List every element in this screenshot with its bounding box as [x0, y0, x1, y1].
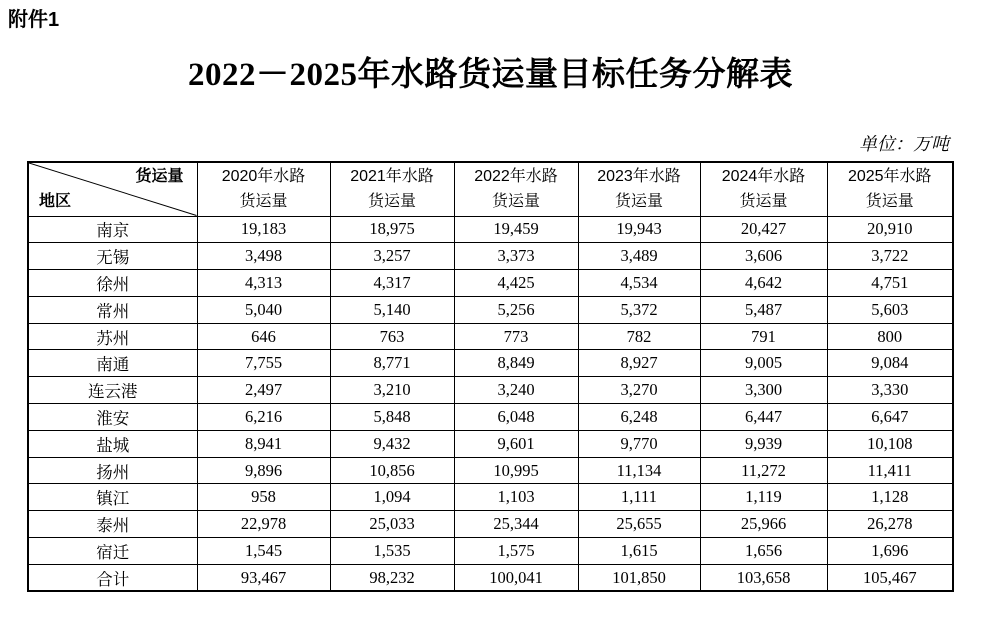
- table-row: [28, 538, 953, 565]
- value-cell: 6,048: [454, 404, 578, 431]
- page-title: 2022－2025年水路货运量目标任务分解表: [188, 57, 793, 93]
- value-cell: 800: [827, 323, 953, 350]
- region-cell: 常州: [28, 296, 197, 323]
- table-row: [28, 270, 953, 297]
- value-cell: 5,040: [197, 296, 330, 323]
- value-cell: 3,300: [700, 377, 827, 404]
- table-row: [28, 377, 953, 404]
- value-cell: 3,240: [454, 377, 578, 404]
- value-cell: 26,278: [827, 511, 953, 538]
- value-cell: 5,603: [827, 296, 953, 323]
- attachment-label: 附件1: [8, 9, 60, 31]
- table-row: [28, 564, 953, 591]
- region-cell: 连云港: [28, 377, 197, 404]
- year-header-line1: 2025年水路: [847, 168, 932, 186]
- value-cell: 100,041: [454, 564, 578, 591]
- value-cell: 8,927: [578, 350, 700, 377]
- region-cell: 镇江: [28, 484, 197, 511]
- value-cell: 791: [700, 323, 827, 350]
- table-row: [28, 484, 953, 511]
- year-header-line2: 货运量: [865, 193, 914, 211]
- value-cell: 1,094: [330, 484, 454, 511]
- corner-label-region: 地区: [39, 192, 72, 210]
- year-column-header-2024: [700, 162, 827, 216]
- region-cell: 南京: [28, 216, 197, 243]
- value-cell: 1,535: [330, 538, 454, 565]
- value-cell: 5,487: [700, 296, 827, 323]
- value-cell: 18,975: [330, 216, 454, 243]
- year-header-line1: 2020年水路: [221, 168, 306, 186]
- value-cell: 9,005: [700, 350, 827, 377]
- year-header-line2: 货运量: [239, 193, 288, 211]
- region-cell: 南通: [28, 350, 197, 377]
- value-cell: 1,615: [578, 538, 700, 565]
- value-cell: 1,119: [700, 484, 827, 511]
- value-cell: 3,489: [578, 243, 700, 270]
- value-cell: 4,751: [827, 270, 953, 297]
- value-cell: 3,330: [827, 377, 953, 404]
- value-cell: 20,427: [700, 216, 827, 243]
- value-cell: 6,248: [578, 404, 700, 431]
- corner-header-cell: [28, 162, 197, 216]
- year-header-line1: 2022年水路: [474, 168, 558, 186]
- value-cell: 105,467: [827, 564, 953, 591]
- year-column-header-2021: [330, 162, 454, 216]
- value-cell: 9,084: [827, 350, 953, 377]
- value-cell: 8,941: [197, 430, 330, 457]
- value-cell: 9,896: [197, 457, 330, 484]
- value-cell: 19,183: [197, 216, 330, 243]
- value-cell: 9,432: [330, 430, 454, 457]
- value-cell: 3,498: [197, 243, 330, 270]
- value-cell: 11,272: [700, 457, 827, 484]
- header-row: [28, 162, 953, 216]
- table-header: [28, 162, 953, 216]
- value-cell: 25,966: [700, 511, 827, 538]
- value-cell: 3,373: [454, 243, 578, 270]
- table-row: [28, 430, 953, 457]
- value-cell: 782: [578, 323, 700, 350]
- value-cell: 1,545: [197, 538, 330, 565]
- value-cell: 3,210: [330, 377, 454, 404]
- table-body: [28, 216, 953, 591]
- region-cell: 合计: [28, 564, 197, 591]
- table-row: [28, 511, 953, 538]
- table-row: [28, 216, 953, 243]
- year-header-line2: 货运量: [367, 193, 416, 211]
- region-cell: 扬州: [28, 457, 197, 484]
- value-cell: 9,770: [578, 430, 700, 457]
- value-cell: 4,642: [700, 270, 827, 297]
- value-cell: 20,910: [827, 216, 953, 243]
- value-cell: 19,459: [454, 216, 578, 243]
- document-page: [0, 8, 981, 622]
- table-row: [28, 350, 953, 377]
- value-cell: 103,658: [700, 564, 827, 591]
- region-cell: 泰州: [28, 511, 197, 538]
- table-row: [28, 243, 953, 270]
- year-header-line2: 货运量: [614, 193, 663, 211]
- value-cell: 4,534: [578, 270, 700, 297]
- value-cell: 5,372: [578, 296, 700, 323]
- value-cell: 7,755: [197, 350, 330, 377]
- region-cell: 苏州: [28, 323, 197, 350]
- value-cell: 6,447: [700, 404, 827, 431]
- value-cell: 101,850: [578, 564, 700, 591]
- region-cell: 无锡: [28, 243, 197, 270]
- year-column-header-2025: [827, 162, 953, 216]
- value-cell: 1,103: [454, 484, 578, 511]
- value-cell: 10,856: [330, 457, 454, 484]
- value-cell: 25,344: [454, 511, 578, 538]
- value-cell: 773: [454, 323, 578, 350]
- unit-note: 单位：万吨: [859, 134, 949, 154]
- value-cell: 646: [197, 323, 330, 350]
- value-cell: 11,411: [827, 457, 953, 484]
- value-cell: 763: [330, 323, 454, 350]
- value-cell: 8,849: [454, 350, 578, 377]
- value-cell: 6,647: [827, 404, 953, 431]
- value-cell: 6,216: [197, 404, 330, 431]
- value-cell: 4,317: [330, 270, 454, 297]
- year-header-line1: 2021年水路: [350, 168, 434, 186]
- value-cell: 1,656: [700, 538, 827, 565]
- value-cell: 3,257: [330, 243, 454, 270]
- freight-volume-table: [27, 161, 954, 592]
- value-cell: 4,425: [454, 270, 578, 297]
- value-cell: 5,848: [330, 404, 454, 431]
- year-header-line2: 货运量: [739, 193, 788, 211]
- value-cell: 1,696: [827, 538, 953, 565]
- year-header-line1: 2024年水路: [721, 168, 806, 186]
- year-column-header-2020: [197, 162, 330, 216]
- value-cell: 25,033: [330, 511, 454, 538]
- value-cell: 10,108: [827, 430, 953, 457]
- value-cell: 1,111: [578, 484, 700, 511]
- value-cell: 4,313: [197, 270, 330, 297]
- value-cell: 3,270: [578, 377, 700, 404]
- year-header-line2: 货运量: [491, 193, 540, 211]
- value-cell: 5,140: [330, 296, 454, 323]
- year-column-header-2023: [578, 162, 700, 216]
- value-cell: 1,575: [454, 538, 578, 565]
- value-cell: 93,467: [197, 564, 330, 591]
- value-cell: 10,995: [454, 457, 578, 484]
- region-cell: 宿迁: [28, 538, 197, 565]
- table-row: [28, 296, 953, 323]
- year-header-line1: 2023年水路: [597, 168, 681, 186]
- year-column-header-2022: [454, 162, 578, 216]
- value-cell: 19,943: [578, 216, 700, 243]
- value-cell: 8,771: [330, 350, 454, 377]
- table-row: [28, 404, 953, 431]
- value-cell: 98,232: [330, 564, 454, 591]
- value-cell: 25,655: [578, 511, 700, 538]
- value-cell: 3,722: [827, 243, 953, 270]
- value-cell: 958: [197, 484, 330, 511]
- value-cell: 3,606: [700, 243, 827, 270]
- value-cell: 9,601: [454, 430, 578, 457]
- corner-label-freight-volume: 货运量: [135, 168, 184, 185]
- value-cell: 22,978: [197, 511, 330, 538]
- table-row: [28, 457, 953, 484]
- region-cell: 徐州: [28, 270, 197, 297]
- value-cell: 2,497: [197, 377, 330, 404]
- table-row: [28, 323, 953, 350]
- value-cell: 5,256: [454, 296, 578, 323]
- value-cell: 11,134: [578, 457, 700, 484]
- region-cell: 盐城: [28, 430, 197, 457]
- value-cell: 1,128: [827, 484, 953, 511]
- region-cell: 淮安: [28, 404, 197, 431]
- value-cell: 9,939: [700, 430, 827, 457]
